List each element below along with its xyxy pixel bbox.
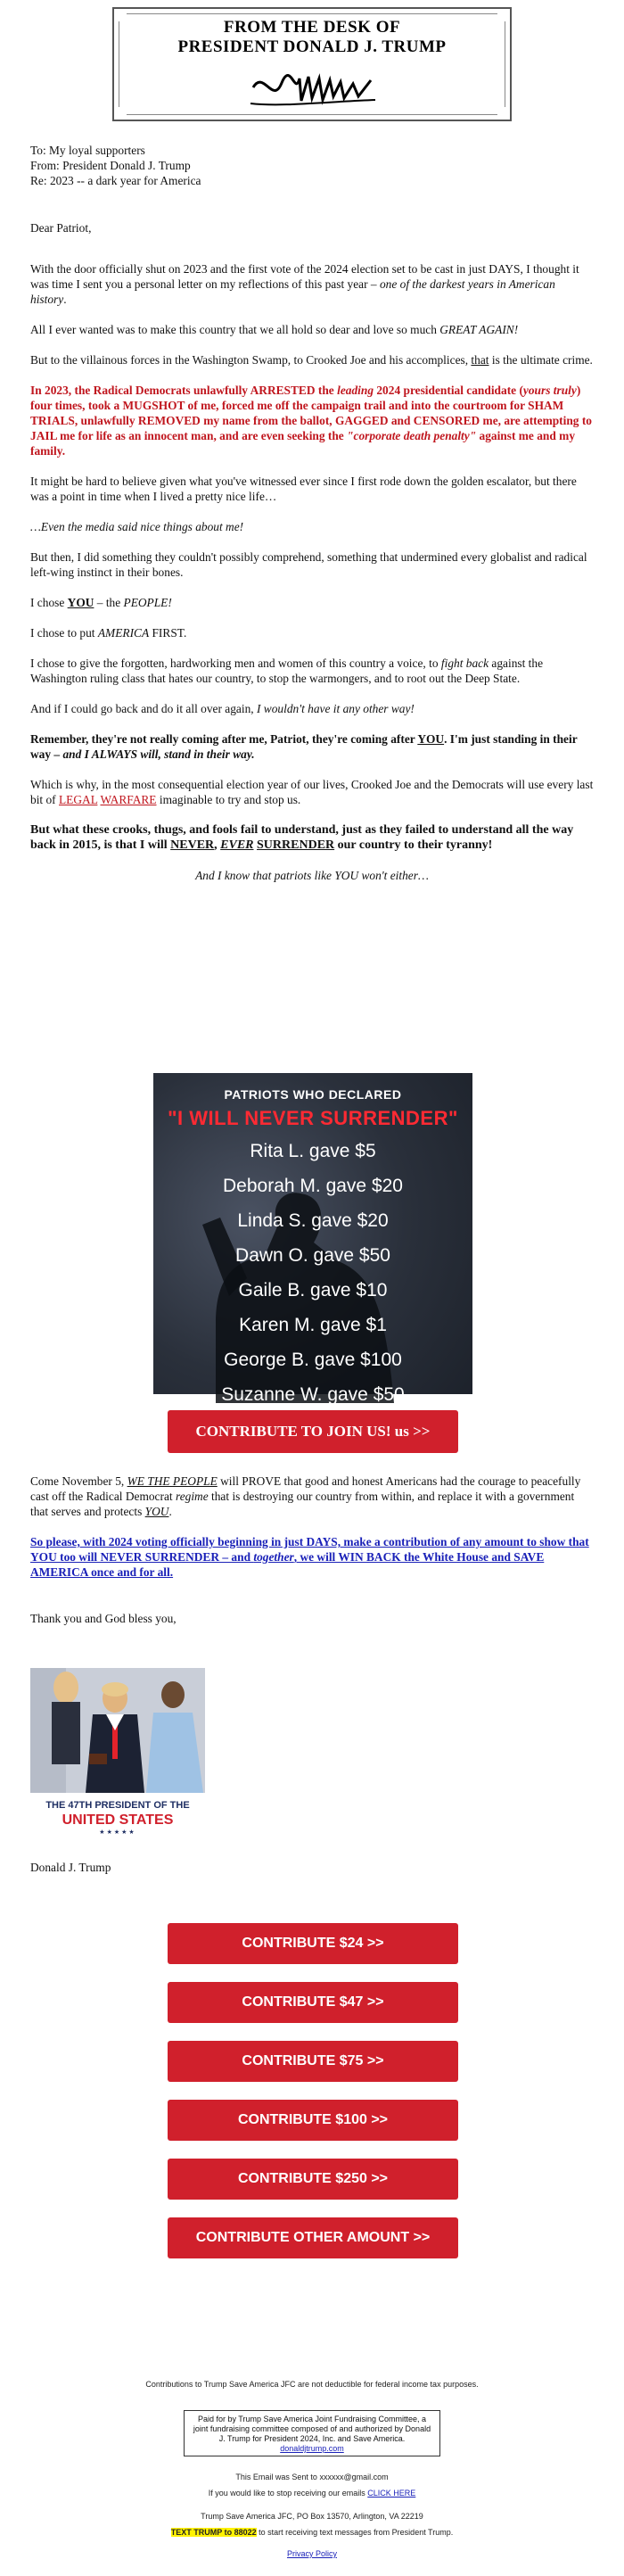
paragraph: Which is why, in the most consequential election year of our lives, Crooked Joe and the Democrats will use every last bit of LEGAL WARFARE imaginable to try and stop us. bbox=[30, 778, 594, 806]
greeting: Dear Patriot, bbox=[30, 221, 92, 235]
donor-entry: Gaile B. gave $10 bbox=[238, 1280, 388, 1300]
paid-for-text: Paid for by Trump Save America Joint Fundraising Committee, a joint fundraising committee composed of and authorized by Donald J. Trump for President 2024, Inc. and Save America. bbox=[193, 2415, 431, 2443]
text-trump-highlight: TEXT TRUMP to 88022 bbox=[170, 2528, 257, 2537]
photo-caption-line1: THE 47TH PRESIDENT OF THE bbox=[45, 1800, 190, 1811]
donor-entry: George B. gave $100 bbox=[224, 1350, 402, 1370]
letterhead-line2: PRESIDENT DONALD J. TRUMP bbox=[177, 37, 447, 56]
privacy-policy-link[interactable]: Privacy Policy bbox=[286, 2549, 337, 2558]
memo-from: From: President Donald J. Trump bbox=[30, 159, 191, 172]
privacy-line bbox=[0, 2549, 624, 2558]
paid-for-box bbox=[184, 2410, 440, 2456]
paragraph: All I ever wanted was to make this country that we all hold so dear and love so much GREAT AGAIN! bbox=[30, 323, 519, 336]
inauguration-photo bbox=[30, 1668, 205, 1841]
photo-caption-line2: UNITED STATES bbox=[62, 1812, 174, 1828]
paragraph-bold: But what these crooks, thugs, and fools fail to understand, just as they failed to understand all the way back in 2015, is that I will NEVER, EVER SURRENDER our country to their tyranny! bbox=[30, 823, 574, 852]
sign-off-name: Donald J. Trump bbox=[30, 1861, 111, 1874]
stars-decoration: ★★★★★ bbox=[99, 1829, 136, 1836]
signature-image bbox=[246, 61, 380, 114]
mailing-address: Trump Save America JFC, PO Box 13570, Arlington, VA 22219 bbox=[201, 2512, 423, 2521]
contribute-join-button[interactable]: CONTRIBUTE TO JOIN US! us >> bbox=[168, 1410, 458, 1453]
paragraph-red: In 2023, the Radical Democrats unlawfully ARRESTED the leading 2024 presidential candidate (yours truly) four times, took a MUGSHOT of me, forced me off the campaign trail and into the courtroom for SHAM TRIALS, unlawfully REMOVED my name from the ballot, GAGGED and CENSORED me, are attempting to JAIL me for life as an innocent man, and are even seeking the "corporate death penalty" against me and my family. bbox=[30, 384, 593, 458]
closing-section bbox=[30, 1474, 594, 1641]
donor-card-subheading: "I WILL NEVER SURRENDER" bbox=[168, 1107, 458, 1129]
paragraph: Come November 5, WE THE PEOPLE will PROVE that good and honest Americans had the courage to peacefully cast off the Radical Democrat regime that is destroying our country from within, and replace it with a government that serves and protects YOU. bbox=[30, 1474, 581, 1518]
letterhead bbox=[112, 7, 512, 121]
donor-card-heading: PATRIOTS WHO DECLARED bbox=[224, 1087, 402, 1102]
paragraph-bold: Remember, they're not really coming after me, Patriot, they're coming after YOU. I'm just standing in their way – and I ALWAYS will, stand in their way. bbox=[30, 732, 578, 761]
memo-re: Re: 2023 -- a dark year for America bbox=[30, 174, 201, 187]
contribute-75-button[interactable]: CONTRIBUTE $75 >> bbox=[168, 2041, 458, 2082]
paragraph: I chose YOU – the PEOPLE! bbox=[30, 596, 172, 609]
paragraph: And I know that patriots like YOU won't either… bbox=[195, 869, 429, 882]
donor-entry: Deborah M. gave $20 bbox=[223, 1176, 403, 1196]
unsubscribe-link[interactable]: CLICK HERE bbox=[367, 2489, 416, 2498]
text-optin-line: TEXT TRUMP to 88022 to start receiving text messages from President Trump. bbox=[170, 2528, 454, 2537]
corner-ornament bbox=[497, 107, 512, 121]
paragraph: But then, I did something they couldn't possibly comprehend, something that undermined every globalist and radical left-wing instinct in their bones. bbox=[30, 550, 587, 579]
letterhead-line1: FROM THE DESK OF bbox=[223, 18, 401, 37]
contribute-other-button[interactable]: CONTRIBUTE OTHER AMOUNT >> bbox=[168, 2217, 458, 2258]
contribute-100-button[interactable]: CONTRIBUTE $100 >> bbox=[168, 2100, 458, 2141]
thanks-line: Thank you and God bless you, bbox=[30, 1612, 177, 1625]
donaldjtrump-link[interactable]: donaldjtrump.com bbox=[280, 2444, 344, 2453]
donor-entry: Linda S. gave $20 bbox=[237, 1210, 389, 1231]
memo-to: To: My loyal supporters bbox=[30, 144, 145, 157]
donor-entry: Karen M. gave $1 bbox=[239, 1315, 387, 1335]
unsubscribe-line: If you would like to stop receiving our emails CLICK HERE bbox=[208, 2489, 416, 2498]
paragraph: …Even the media said nice things about me! bbox=[30, 520, 244, 533]
contribute-text-link[interactable]: So please, with 2024 voting officially beginning in just DAYS, make a contribution of any amount to show that YOU too will NEVER SURRENDER – and together, we will WIN BACK the White House and SAVE AMERICA once and for all. bbox=[30, 1535, 589, 1579]
paragraph: But to the villainous forces in the Washington Swamp, to Crooked Joe and his accomplices, that is the ultimate crime. bbox=[30, 353, 593, 367]
paragraph: It might be hard to believe given what you've witnessed ever since I first rode down the golden escalator, but there was a point in time when I lived a pretty nice life… bbox=[30, 475, 577, 503]
tax-disclaimer: Contributions to Trump Save America JFC are not deductible for federal income tax purposes. bbox=[145, 2380, 479, 2389]
memo-header bbox=[30, 143, 594, 188]
corner-ornament bbox=[112, 107, 127, 121]
paragraph: I chose to put AMERICA FIRST. bbox=[30, 626, 187, 640]
donor-list-image[interactable] bbox=[153, 1073, 472, 1405]
sent-to-text: This Email was Sent to xxxxxx@gmail.com bbox=[235, 2473, 389, 2481]
donor-entry: Suzanne W. gave $50 bbox=[221, 1384, 405, 1405]
paragraph: I chose to give the forgotten, hardworking men and women of this country a voice, to fight back against the Washington ruling class that hates our country, to stop the warmongers, and to root out the Deep State. bbox=[30, 656, 544, 685]
contribute-250-button[interactable]: CONTRIBUTE $250 >> bbox=[168, 2159, 458, 2200]
paragraph: And if I could go back and do it all over again, I wouldn't have it any other way! bbox=[30, 702, 415, 715]
contribute-24-button[interactable]: CONTRIBUTE $24 >> bbox=[168, 1923, 458, 1964]
letter-body bbox=[30, 143, 594, 898]
donor-entry: Rita L. gave $5 bbox=[250, 1141, 376, 1161]
donor-entry: Dawn O. gave $50 bbox=[235, 1245, 390, 1266]
paragraph: With the door officially shut on 2023 and the first vote of the 2024 election set to be cast in just DAYS, I thought it was time I sent you a personal letter on my reflections of this past year – one of the darkest years in American history. bbox=[30, 262, 579, 306]
contribute-47-button[interactable]: CONTRIBUTE $47 >> bbox=[168, 1982, 458, 2023]
